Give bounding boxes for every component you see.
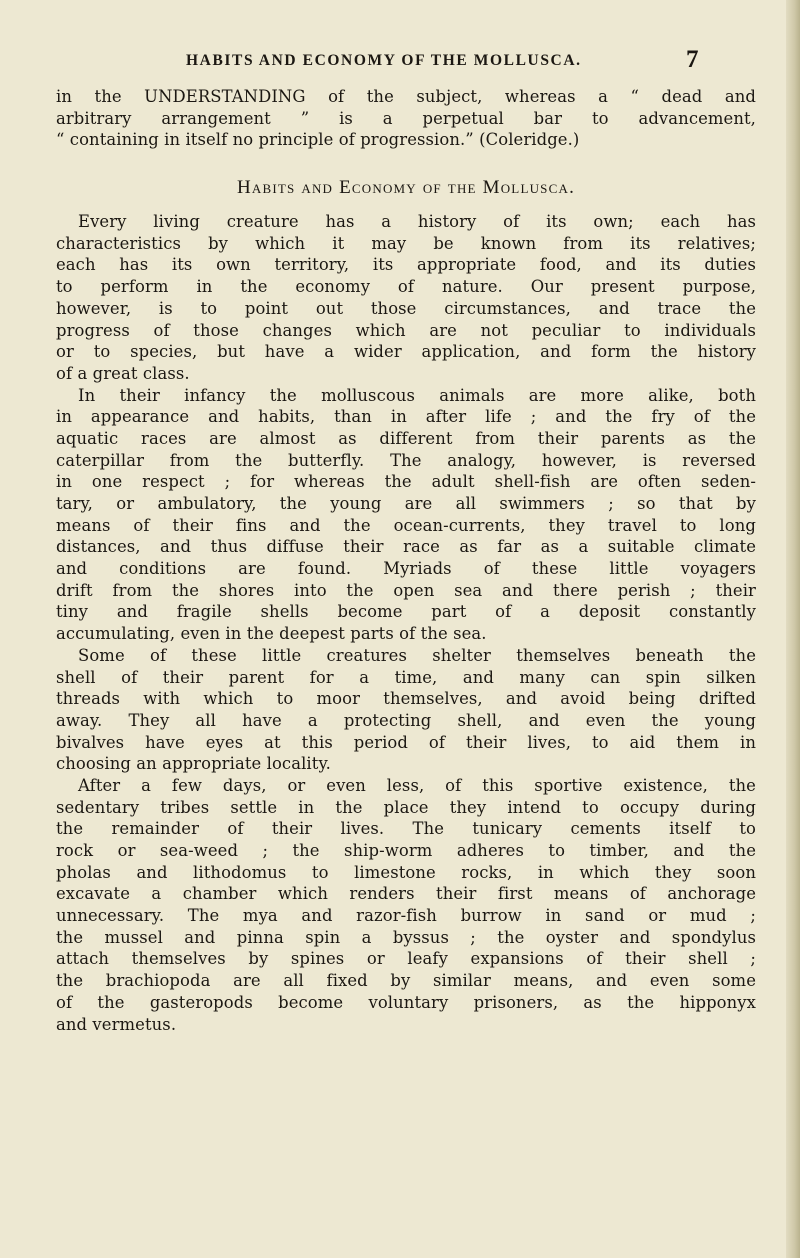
text-line: to perform in the economy of nature. Our present purpose,	[56, 277, 756, 297]
text-line: threads with which to moor themselves, and avoid being drifted	[56, 689, 756, 709]
running-head: HABITS AND ECONOMY OF THE MOLLUSCA.	[186, 52, 582, 69]
text-line: attach themselves by spines or leafy expansions of their shell ;	[56, 949, 756, 969]
text-line: choosing an appropriate locality.	[56, 754, 331, 774]
text-line: After a few days, or even less, of this sportive existence, the	[78, 775, 756, 795]
text-line: “ containing in itself no principle of progression.” (Coleridge.)	[56, 130, 580, 150]
text-line: tiny and fragile shells become part of a deposit constantly	[56, 602, 756, 622]
text-line: progress of those changes which are not peculiar to individuals	[56, 320, 756, 340]
text-line: and conditions are found. Myriads of these little voyagers	[56, 559, 756, 579]
text-line: the mussel and pinna spin a byssus ; the oyster and spondylus	[56, 927, 756, 947]
text-line: unnecessary. The mya and razor-fish burrow in sand or mud ;	[56, 906, 756, 926]
text-line: however, is to point out those circumstances, and trace the	[56, 298, 756, 318]
text-line: caterpillar from the butterfly. The analogy, however, is reversed	[56, 450, 756, 470]
text-line: tary, or ambulatory, the young are all swimmers ; so that by	[56, 494, 756, 513]
text-line: the remainder of their lives. The tunicary cements itself to	[56, 819, 756, 839]
text-line: in appearance and habits, than in after life ; and the fry of the	[56, 407, 756, 427]
text-line: Some of these little creatures shelter themselves beneath the	[78, 645, 756, 665]
text-line: shell of their parent for a time, and many can spin silken	[56, 667, 756, 687]
text-line: away. They all have a protecting shell, and even the young	[56, 710, 756, 730]
text-line: excavate a chamber which renders their first means of anchorage	[56, 884, 756, 904]
text-line: in the UNDERSTANDING of the subject, whereas a “ dead and	[56, 87, 756, 106]
page-number: 7	[686, 46, 699, 73]
text-line: drift from the shores into the open sea and there perish ; their	[56, 580, 756, 600]
text-line: pholas and lithodomus to limestone rocks, in which they soon	[56, 862, 756, 882]
text-line: in one respect ; for whereas the adult shell-fish are often seden-	[56, 472, 756, 492]
text-line: or to species, but have a wider application, and form the history	[56, 342, 756, 362]
text-line: means of their fins and the ocean-currents, they travel to long	[56, 515, 756, 535]
text-block	[56, 86, 756, 1035]
section-heading: Habits and Economy of the Mollusca.	[236, 177, 576, 199]
text-line: Every living creature has a history of its own; each has	[78, 212, 756, 232]
text-line: arbitrary arrangement ” is a perpetual bar to advancement,	[56, 108, 756, 128]
text-line: and vermetus.	[56, 1014, 177, 1034]
text-line: rock or sea-weed ; the ship-worm adheres to timber, and the	[56, 841, 756, 860]
text-line: aquatic races are almost as different from their parents as the	[56, 428, 756, 448]
page-edge-shadow	[786, 0, 800, 1258]
text-line: distances, and thus diffuse their race as far as a suitable climate	[56, 537, 756, 557]
text-line: sedentary tribes settle in the place they intend to occupy during	[56, 797, 756, 817]
text-line: accumulating, even in the deepest parts of the sea.	[56, 624, 487, 644]
text-line: In their infancy the molluscous animals are more alike, both	[78, 385, 756, 405]
text-line: the brachiopoda are all fixed by similar means, and even some	[56, 971, 756, 991]
text-line: characteristics by which it may be known from its relatives;	[56, 233, 756, 253]
text-line: of a great class.	[56, 363, 190, 383]
text-line: bivalves have eyes at this period of their lives, to aid them in	[56, 732, 756, 752]
text-line: each has its own territory, its appropriate food, and its duties	[56, 255, 756, 275]
text-line: of the gasteropods become voluntary prisoners, as the hipponyx	[56, 992, 756, 1012]
